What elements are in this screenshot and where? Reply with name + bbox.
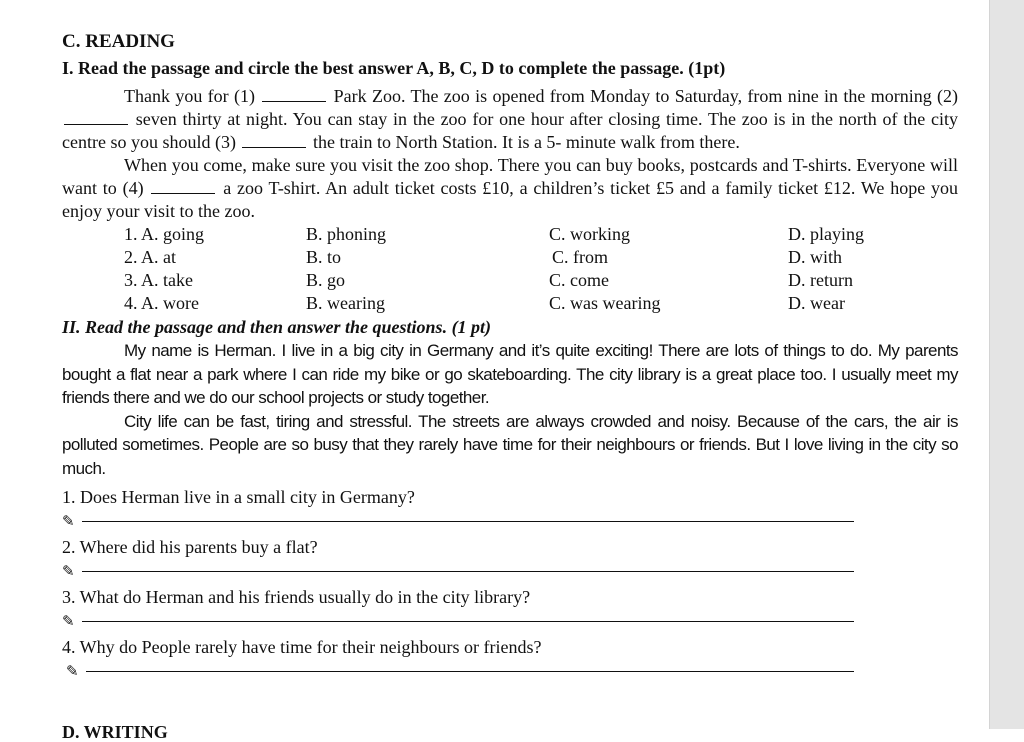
passage1-paragraph2 <box>62 154 958 223</box>
question-3: 3. What do Herman and his friends usually do in the city library? <box>62 587 531 607</box>
pencil-icon: ✎ <box>62 614 75 630</box>
passage1-text: seven thirty at night. You can stay in the zoo for one hour after closing time. The zoo is in the north of the city centre so you should (3) <box>62 109 959 152</box>
pencil-icon: ✎ <box>66 664 79 680</box>
option-c: C. come <box>549 270 609 290</box>
question-4: 4. Why do People rarely have time for their neighbours or friends? <box>62 637 542 657</box>
answer-underline <box>86 671 854 672</box>
passage1-text: When you come, make sure you visit the zoo shop. There you can buy books, postcards and T-shirts. Everyone will want to (4) <box>62 155 958 198</box>
passage2-paragraph1: My name is Herman. I live in a big city in Germany and it’s quite exciting! There are lots of things to do. My parents bought a flat near a park where I can ride my bike or go skateboarding. The city library is a great place too. I usually meet my friends there and we do our school projects or study together. <box>62 341 958 407</box>
next-section-title-cutoff: D. WRITING <box>62 722 168 742</box>
option-row-4 <box>62 292 958 315</box>
option-b: B. to <box>306 247 342 267</box>
option-b: B. go <box>306 270 346 290</box>
option-d: D. playing <box>788 224 864 244</box>
question-2: 2. Where did his parents buy a flat? <box>62 537 318 557</box>
blank-2 <box>64 110 128 125</box>
answer-underline <box>82 521 854 522</box>
passage1-text: a zoo T-shirt. An adult ticket costs £10, a children’s ticket £5 and a family ticket £12. We hope you enjoy your visit to the zoo. <box>62 178 959 221</box>
option-d: D. with <box>788 247 842 267</box>
answer-options <box>62 223 958 315</box>
part2-heading: II. Read the passage and then answer the questions. (1 pt) <box>62 317 492 337</box>
question-1: 1. Does Herman live in a small city in Germany? <box>62 487 415 507</box>
option-c: C. from <box>552 247 608 267</box>
answer-line-4 <box>62 659 958 686</box>
vertical-scrollbar[interactable] <box>989 0 1024 729</box>
answer-line-2 <box>62 559 958 586</box>
blank-3 <box>242 133 306 148</box>
worksheet-page <box>62 30 958 686</box>
pencil-icon: ✎ <box>62 514 75 530</box>
answer-underline <box>82 571 854 572</box>
pencil-icon: ✎ <box>62 564 75 580</box>
blank-1 <box>262 87 326 102</box>
option-b: B. phoning <box>306 224 387 244</box>
part1-heading: I. Read the passage and circle the best answer A, B, C, D to complete the passage. (1pt) <box>62 58 726 78</box>
passage1-paragraph1 <box>62 85 958 154</box>
answer-line-3 <box>62 609 958 636</box>
option-a: 1. A. going <box>124 224 205 244</box>
answer-line-1 <box>62 509 958 536</box>
option-b: B. wearing <box>306 293 385 313</box>
option-a: 2. A. at <box>124 247 176 267</box>
option-a: 4. A. wore <box>124 293 199 313</box>
passage1-text: Thank you for (1) <box>124 86 255 106</box>
option-row-2 <box>62 246 958 269</box>
passage1-text: the train to North Station. It is a 5- minute walk from there. <box>312 132 740 152</box>
option-c: C. was wearing <box>549 293 661 313</box>
option-d: D. wear <box>788 293 845 313</box>
option-d: D. return <box>788 270 853 290</box>
answer-underline <box>82 621 854 622</box>
passage2-paragraph2: City life can be fast, tiring and stressful. The streets are always crowded and noisy. Because of the cars, the air is polluted sometimes. People are so busy that they rarely have time for their neighbours or friends. But I love living in the city so much. <box>62 411 958 478</box>
passage1-text: Park Zoo. The zoo is opened from Monday to Saturday, from nine in the morning (2) <box>333 86 959 106</box>
option-c: C. working <box>549 224 630 244</box>
option-row-1 <box>62 223 958 246</box>
option-row-3 <box>62 269 958 292</box>
blank-4 <box>151 179 215 194</box>
section-title: C. READING <box>62 31 175 52</box>
option-a: 3. A. take <box>124 270 193 290</box>
